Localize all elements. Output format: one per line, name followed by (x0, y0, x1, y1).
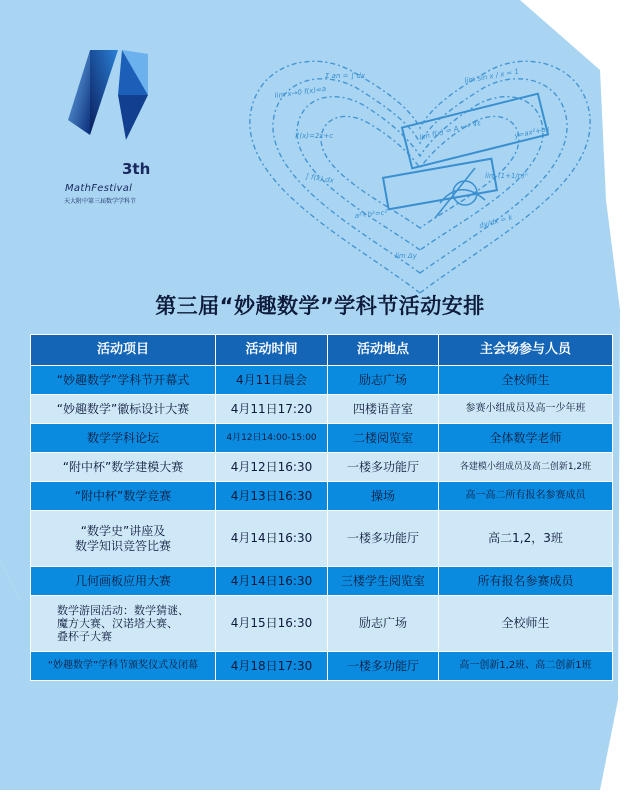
people-cell: 各建模小组成员及高二创新1,2班 (439, 453, 613, 482)
svg-text:dy/dx = k: dy/dx = k (478, 213, 514, 230)
svg-text:Σ an = ∫ dx: Σ an = ∫ dx (325, 72, 366, 80)
table-row (31, 652, 613, 681)
table-row (31, 453, 613, 482)
table-row (31, 424, 613, 453)
activity-line: “妙趣数学”徽标设计大赛 (56, 401, 190, 416)
heart-formula-graphic (235, 28, 605, 298)
page-title: 第三届“妙趣数学”学科节活动安排 (155, 294, 485, 318)
schedule-table (30, 334, 613, 681)
logo-brand: MathFestival (65, 183, 133, 194)
activity-line: “附中杯”数学竞赛 (74, 488, 172, 503)
activity-cell (31, 395, 216, 424)
table-header-row (31, 335, 613, 366)
activity-line: 魔方大赛、汉诺塔大赛、 (57, 616, 178, 630)
place-cell: 一楼多功能厅 (328, 652, 439, 681)
activity-line: 数学学科论坛 (86, 430, 159, 445)
people-cell: 高二1,2，3班 (439, 511, 613, 567)
table-row (31, 596, 613, 652)
activity-line: 数学游园活动：数学猜谜、 (57, 603, 189, 617)
activity-line: “妙趣数学”学科节开幕式 (56, 372, 190, 387)
svg-text:lim x→0 f(x)=a: lim x→0 f(x)=a (274, 84, 327, 100)
time-cell: 4月11日晨会 (216, 366, 328, 395)
activity-cell (31, 424, 216, 453)
time-cell: 4月14日16:30 (216, 511, 328, 567)
header-people: 主会场参与人员 (439, 335, 613, 366)
header-time: 活动时间 (216, 335, 328, 366)
activity-line: “附中杯”数学建模大赛 (62, 459, 184, 474)
logo-subtitle: 天大附中第三届数学学科节 (64, 198, 137, 205)
time-cell: 4月12日14:00-15:00 (216, 424, 328, 453)
people-cell: 高一高二所有报名参赛成员 (439, 482, 613, 511)
svg-text:∫ f(x) dx: ∫ f(x) dx (304, 172, 335, 185)
logo-mark-icon (30, 40, 150, 160)
svg-text:lim (1+1/n)ⁿ: lim (1+1/n)ⁿ (485, 172, 528, 180)
activity-cell (31, 482, 216, 511)
header-place: 活动地点 (328, 335, 439, 366)
svg-text:lim f(x) = A ⟺ ∀ε: lim f(x) = A ⟺ ∀ε (418, 118, 482, 142)
people-cell: 全校师生 (439, 596, 613, 652)
people-cell: 全校师生 (439, 366, 613, 395)
place-cell: 励志广场 (328, 596, 439, 652)
place-cell: 操场 (328, 482, 439, 511)
people-cell: 参赛小组成员及高一少年班 (439, 395, 613, 424)
header-activity: 活动项目 (31, 335, 216, 366)
activity-line: 数学知识竞答比赛 (74, 538, 171, 553)
activity-cell (31, 453, 216, 482)
activity-cell (31, 596, 216, 652)
time-cell: 4月18日17:30 (216, 652, 328, 681)
svg-text:lim Δy: lim Δy (395, 252, 417, 260)
place-cell: 四楼语音室 (328, 395, 439, 424)
activity-line: 叠杯子大赛 (57, 630, 112, 644)
logo-number: 3th (122, 160, 151, 178)
svg-text:lim sin x / x = 1: lim sin x / x = 1 (463, 67, 520, 85)
table-row (31, 567, 613, 596)
activity-line: “数学史”讲座及 (80, 524, 166, 539)
place-cell: 一楼多功能厅 (328, 453, 439, 482)
table-row (31, 511, 613, 567)
activity-line: 几何画板应用大赛 (74, 573, 171, 588)
activity-cell (31, 366, 216, 395)
activity-cell (31, 567, 216, 596)
place-cell: 二楼阅览室 (328, 424, 439, 453)
place-cell: 三楼学生阅览室 (328, 567, 439, 596)
time-cell: 4月11日17:20 (216, 395, 328, 424)
activity-cell (31, 652, 216, 681)
svg-text:f'(x)=2x+c: f'(x)=2x+c (295, 132, 334, 140)
place-cell: 励志广场 (328, 366, 439, 395)
svg-text:a²+b²=c²: a²+b²=c² (354, 208, 388, 220)
svg-text:y=ax²+bx: y=ax²+bx (513, 124, 551, 140)
people-cell: 所有报名参赛成员 (439, 567, 613, 596)
table-row (31, 482, 613, 511)
people-cell: 全体数学老师 (439, 424, 613, 453)
time-cell: 4月14日16:30 (216, 567, 328, 596)
table-row (31, 366, 613, 395)
people-cell: 高一创新1,2班、高二创新1班 (439, 652, 613, 681)
time-cell: 4月13日16:30 (216, 482, 328, 511)
time-cell: 4月15日16:30 (216, 596, 328, 652)
festival-logo (30, 40, 151, 205)
activity-cell (31, 511, 216, 567)
place-cell: 一楼多功能厅 (328, 511, 439, 567)
time-cell: 4月12日16:30 (216, 453, 328, 482)
activity-line: “妙趣数学”学科节颁奖仪式及闭幕 (47, 660, 199, 671)
table-row (31, 395, 613, 424)
